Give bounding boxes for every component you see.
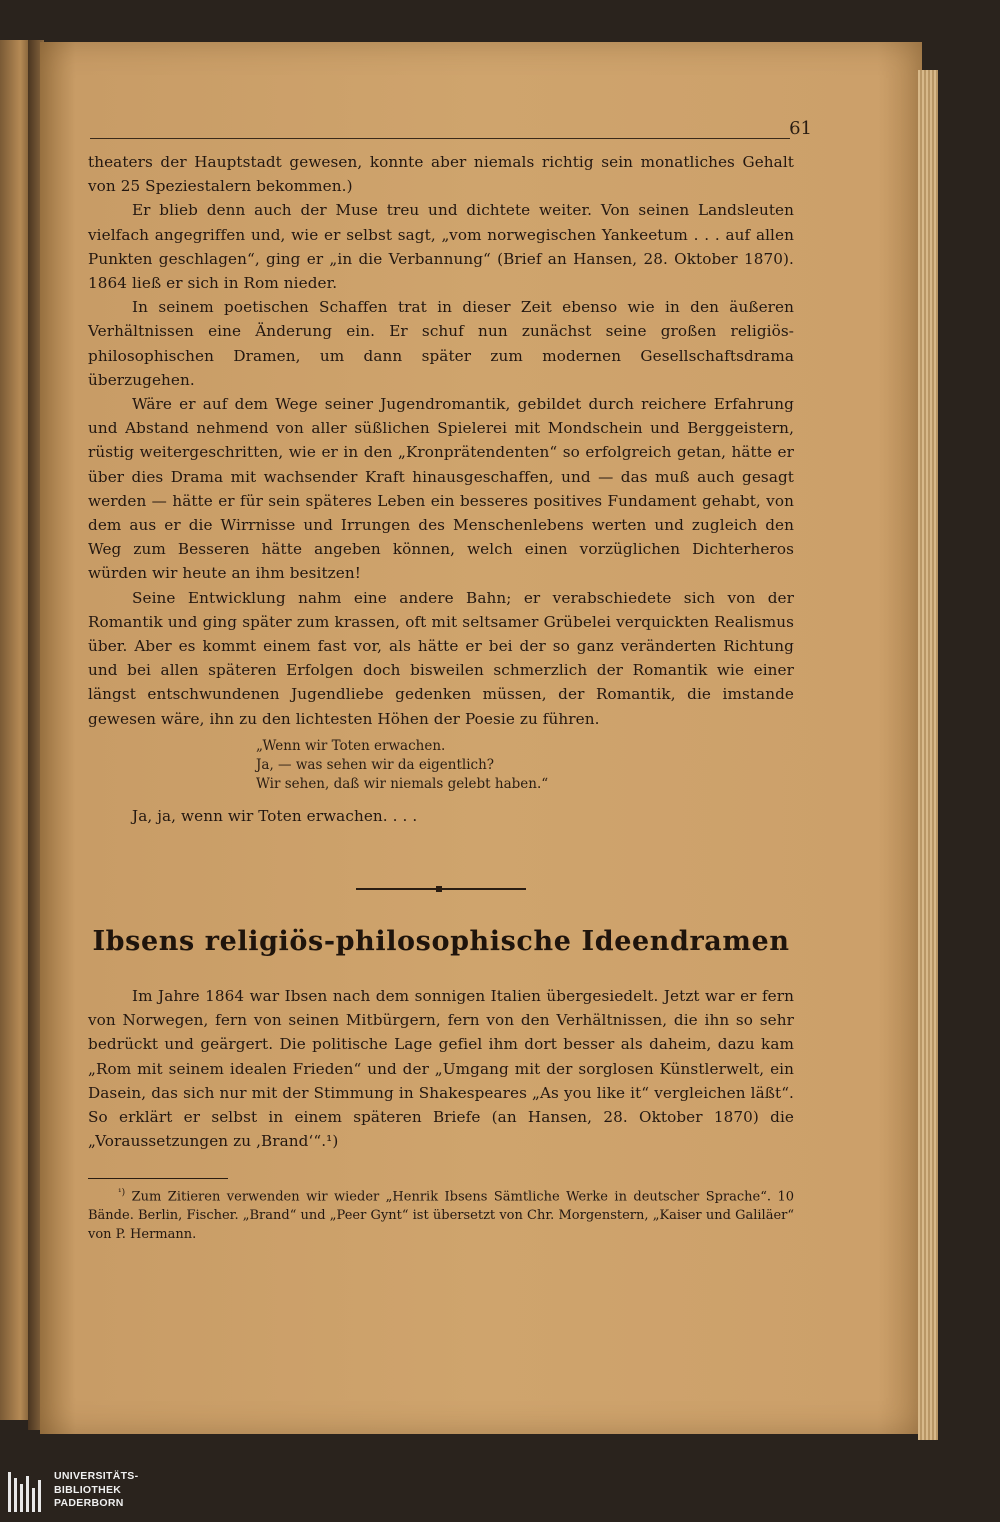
section-separator [356,886,526,892]
page-stack-edge [918,70,938,1440]
header-rule [90,138,790,139]
footnote-rule [88,1178,228,1179]
quote-line: Wir sehen, daß wir niemals gelebt haben.“ [256,775,549,792]
closing-line: Ja, ja, wenn wir Toten erwachen. . . . [132,806,418,825]
quote-line: „Wenn wir Toten erwachen. [256,737,446,754]
verse-quote [256,737,794,794]
page-number: 61 [789,118,812,139]
library-logo [6,1470,206,1514]
library-logo-text: UNIVERSITÄTS- BIBLIOTHEK PADERBORN [54,1470,139,1509]
footnote-marker: ¹) [118,1188,126,1198]
paragraph: theaters der Hauptstadt gewesen, konnte aber niemals richtig sein monatliches Gehalt von 25 Speziestalern bekommen.) [88,153,794,196]
section-text [88,984,794,1153]
paragraph: Seine Entwicklung nahm eine andere Bahn; er verabschiedete sich von der Romantik und ging später zum krassen, oft mit seltsamer Grübelei verquickten Realismus über. Aber es kommt einem fast vor, als hätte er bei der so ganz veränderten Richtung und bei allen späteren Erfolgen doch bisweilen schmerzlich der Romantik wie einer längst entschwundenen Jugendliebe gedenken müssen, der Romantik, die imstande gewesen wäre, ihn zu den lichtesten Höhen der Poesie zu führen. [88,588,794,728]
footnote-text: Zum Zitieren verwenden wir wieder „Henrik Ibsens Sämtliche Werke in deutscher Sprache“. 10 Bände. Berlin, Fischer. „Brand“ und „Peer Gynt“ ist übersetzt von Chr. Morgenstern, „Kaiser und Galiläer“ von P. Hermann. [88,1189,795,1243]
section-title: Ibsens religiös-philosophische Ideendramen [92,926,790,957]
footnote [88,1184,794,1244]
library-logo-icon [6,1472,46,1512]
paragraph: In seinem poetischen Schaffen trat in dieser Zeit ebenso wie in den äußeren Verhältnissen eine Änderung ein. Er schuf nun zunächst seine großen religiös-philosophischen Dramen, um dann später zum modernen Gesellschaftsdrama überzugehen. [88,298,794,389]
main-text [88,150,794,828]
paragraph: Er blieb denn auch der Muse treu und dichtete weiter. Von seinen Landsleuten vielfach angegriffen und, wie er selbst sagt, „vom norwegischen Yankeetum . . . auf allen Punkten geschlagen“, ging er „in die Verbannung“ (Brief an Hansen, 28. Oktober 1870). 1864 ließ er sich in Rom nieder. [88,201,794,293]
paragraph: Wäre er auf dem Wege seiner Jugendromantik, gebildet durch reichere Erfahrung und Abstand nehmend von aller süßlichen Spielerei mit Mondschein und Berggeistern, rüstig weitergeschritten, wie er in den „Kronprätendenten“ so erfolgreich getan, hätte er über dies Drama mit wachsender Kraft hinausgeschaffen, und — das muß auch gesagt werden — hätte er für sein späteres Leben ein besseres positives Fundament gehabt, von dem aus er die Wirrnisse und Irrungen des Menschenlebens werten und zugleich den Weg zum Besseren hätte angeben können, welch einen vorzüglichen Dichterheros würden wir heute an ihm besitzen! [88,395,794,583]
quote-line: Ja, — was sehen wir da eigentlich? [256,756,495,773]
paragraph: Im Jahre 1864 war Ibsen nach dem sonnigen Italien übergesiedelt. Jetzt war er fern von Norwegen, fern von seinen Mitbürgern, fern von den Verhältnissen, die ihn so sehr bedrückt und geärgert. Die politische Lage gefiel ihm dort besser als daheim, dazu kam „Rom mit seinem idealen Frieden“ und der „Umgang mit der sorglosen Künstlerwelt, ein Dasein, das sich nur mit der Stimmung in Shakespeares „As you like it“ vergleichen läßt“. So erklärt er selbst in einem späteren Briefe (an Hansen, 28. Oktober 1870) die „Voraussetzungen zu ‚Brand‘“.¹) [88,987,794,1151]
